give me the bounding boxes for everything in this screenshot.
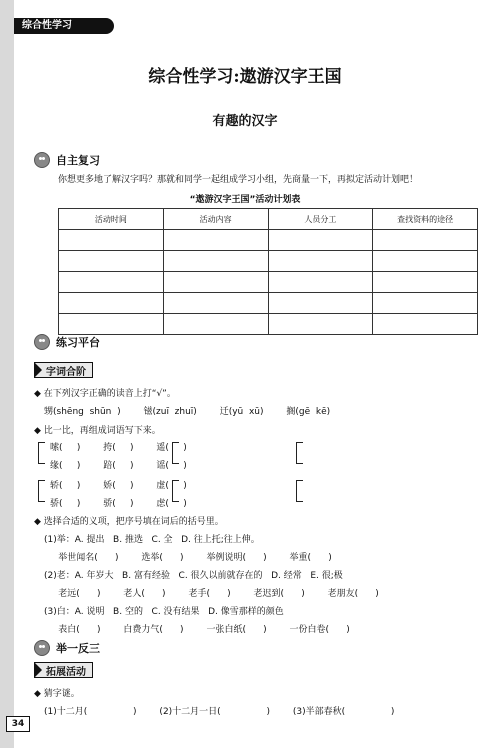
brace: [296, 480, 303, 502]
table-cell[interactable]: [163, 314, 268, 335]
q3-line: (3)白：A. 说明 B. 空的 C. 没有结果 D. 像雪那样的颜色: [44, 607, 284, 617]
table-cell[interactable]: [268, 293, 373, 314]
section-practice: [34, 334, 100, 350]
table-cell[interactable]: [59, 230, 164, 251]
q3-line: 老远( ) 老人( ) 老手( ) 老迟到( ) 老朋友( ): [44, 589, 379, 599]
section-examples: [34, 640, 100, 656]
q3-line: (1)举：A. 提出 B. 推选 C. 全 D. 往上托;往上伸。: [44, 535, 260, 545]
table-cell[interactable]: [373, 230, 478, 251]
q3-line: 举世闻名( ) 选举( ) 举例说明( ) 举重( ): [44, 553, 332, 563]
page-subtitle: 有趣的汉字: [212, 114, 278, 129]
smiley-icon: [34, 152, 50, 168]
q1-items: 甥(shēng shūn ) 镃(zuī zhuī) 迁(yū xū) 搁(gē kē): [44, 407, 331, 417]
table-cell[interactable]: [268, 251, 373, 272]
q3-line: (2)老：A. 年岁大 B. 富有经验 C. 很久以前就存在的 D. 经常 E. 很;极: [44, 571, 343, 581]
plan-col-time: 活动时间: [59, 209, 164, 230]
q1-instruction: ◆ 在下列汉字正确的读音上打“√”。: [34, 389, 176, 399]
q2-row: 轿( ) 娇( ) 虚( ): [50, 481, 187, 491]
table-cell[interactable]: [163, 293, 268, 314]
section-review: [34, 152, 100, 168]
page-title: 综合性学习:遨游汉字王国: [148, 67, 342, 87]
table-cell[interactable]: [373, 272, 478, 293]
brace: [296, 442, 303, 464]
q4-instruction: ◆ 猜字谜。: [34, 689, 80, 699]
table-cell[interactable]: [59, 251, 164, 272]
page-number: 34: [6, 716, 30, 732]
q2-instruction: ◆ 比一比，再组成词语写下来。: [34, 426, 161, 436]
smiley-icon: [34, 334, 50, 350]
arrow-icon: [35, 363, 42, 377]
section-review-label: 自主复习: [56, 154, 100, 167]
word-section-tab: [34, 362, 93, 378]
table-cell[interactable]: [163, 272, 268, 293]
table-cell[interactable]: [268, 272, 373, 293]
table-row: [59, 293, 478, 314]
section-practice-label: 练习平台: [56, 336, 100, 349]
word-section-label: 字词合阶: [46, 366, 86, 378]
table-cell[interactable]: [163, 230, 268, 251]
table-cell[interactable]: [59, 314, 164, 335]
table-cell[interactable]: [59, 293, 164, 314]
table-row: [59, 230, 478, 251]
q4-riddles: (1)十二月( ) (2)十二月一日( ) (3)半部春秋( ): [44, 707, 395, 717]
brace: [38, 480, 45, 502]
q2-row: 骄( ) 骄( ) 虑( ): [50, 499, 187, 509]
table-cell[interactable]: [268, 314, 373, 335]
section-examples-label: 举一反三: [56, 642, 100, 655]
review-text: 你想更多地了解汉字吗？那就和同学一起组成学习小组，先商量一下，再拟定活动计划吧！: [58, 175, 419, 185]
expand-section-tab: [34, 662, 93, 678]
table-cell[interactable]: [373, 314, 478, 335]
q3-line: 表白( ) 白费力气( ) 一张白纸( ) 一份白卷( ): [44, 625, 350, 635]
plan-table-title: “遨游汉字王国”活动计划表: [189, 195, 301, 205]
smiley-icon: [34, 640, 50, 656]
table-row: [59, 251, 478, 272]
q2-row: 嗦( ) 挎( ) 遥( ): [50, 443, 187, 453]
plan-table: [58, 208, 478, 335]
plan-col-staff: 人员分工: [268, 209, 373, 230]
q3-instruction: ◆ 选择合适的义项，把序号填在词后的括号里。: [34, 517, 224, 527]
table-cell[interactable]: [373, 251, 478, 272]
expand-section-label: 拓展活动: [46, 666, 86, 678]
plan-col-content: 活动内容: [163, 209, 268, 230]
brace: [38, 442, 45, 464]
table-cell[interactable]: [373, 293, 478, 314]
table-cell[interactable]: [59, 272, 164, 293]
header-tab: 综合性学习: [14, 18, 114, 34]
arrow-icon: [35, 663, 42, 677]
q2-row: 缘( ) 踣( ) 谣( ): [50, 461, 187, 471]
table-row: [59, 314, 478, 335]
table-cell[interactable]: [163, 251, 268, 272]
table-row: [59, 272, 478, 293]
plan-col-sources: 查找资料的途径: [373, 209, 478, 230]
table-cell[interactable]: [268, 230, 373, 251]
